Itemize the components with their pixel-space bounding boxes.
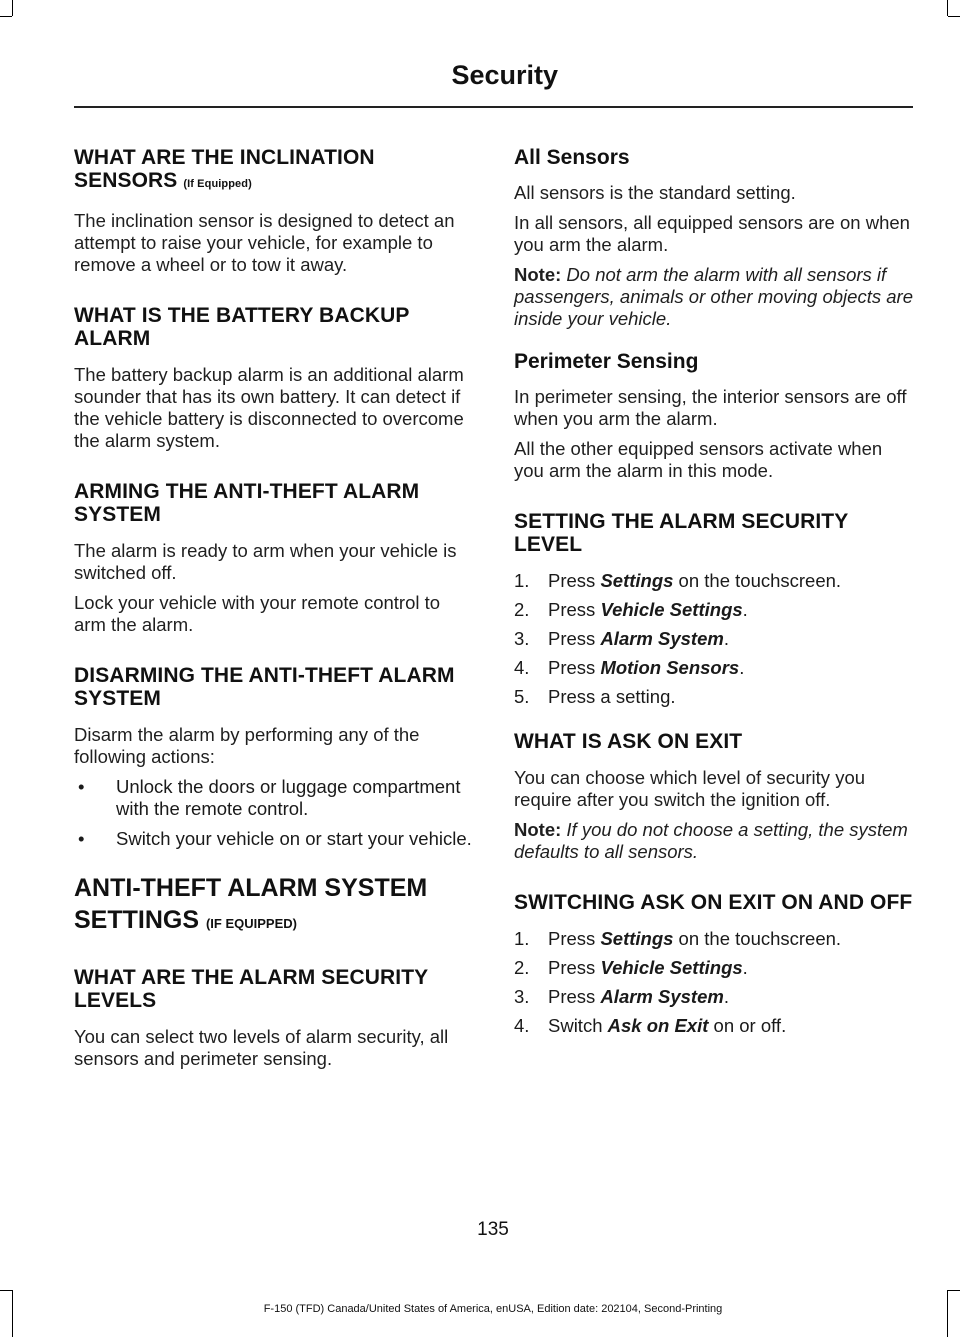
- step-item: [514, 957, 914, 979]
- heading-line: SETTINGS: [74, 906, 200, 934]
- step-emphasis: Alarm System: [600, 628, 724, 649]
- step-text: on or off.: [708, 1015, 787, 1036]
- step-text: on the touchscreen.: [673, 570, 842, 591]
- step-number: 3.: [514, 986, 530, 1007]
- crop-mark: [0, 16, 12, 17]
- step-text: Press a setting.: [548, 686, 676, 707]
- step-item: [514, 570, 914, 592]
- bullet-list: [74, 776, 474, 850]
- edition-footer: F-150 (TFD) Canada/United States of America, enUSA, Edition date: 202104, Second-Printing: [263, 1303, 723, 1315]
- step-item: [514, 1015, 914, 1037]
- heading-alarm-security-levels: WHAT ARE THE ALARM SECURITY LEVELS: [74, 966, 428, 1012]
- heading-ask-on-exit: WHAT IS ASK ON EXIT: [514, 730, 743, 753]
- paragraph: You can choose which level of security you require after you switch the ignition off.: [514, 767, 866, 810]
- header-rule: [74, 106, 913, 108]
- paragraph: In perimeter sensing, the interior sensors are off when you arm the alarm.: [514, 386, 907, 429]
- paragraph: In all sensors, all equipped sensors are on when you arm the alarm.: [514, 212, 910, 255]
- step-emphasis: Vehicle Settings: [600, 957, 743, 978]
- left-column: [74, 146, 474, 1078]
- step-number: 3.: [514, 628, 530, 649]
- step-number: 4.: [514, 657, 530, 678]
- bullet-symbol: •: [78, 828, 85, 849]
- step-number: 2.: [514, 599, 530, 620]
- paragraph: You can select two levels of alarm security, all sensors and perimeter sensing.: [74, 1026, 449, 1069]
- step-number: 1.: [514, 928, 530, 949]
- note-label: Note:: [514, 264, 562, 285]
- crop-mark: [947, 0, 948, 16]
- list-item: [74, 776, 474, 820]
- page-header-title: Security: [451, 60, 558, 90]
- note-text: Do not arm the alarm with all sensors if passengers, animals or other moving objects are inside your vehicle.: [514, 264, 913, 329]
- heading-switching-ask-on-exit: SWITCHING ASK ON EXIT ON AND OFF: [514, 891, 913, 914]
- step-text: Press: [548, 957, 601, 978]
- step-number: 4.: [514, 1015, 530, 1036]
- list-item: [74, 828, 474, 850]
- step-item: [514, 657, 914, 679]
- step-text: Press: [548, 599, 601, 620]
- if-equipped-label: (IF EQUIPPED): [205, 916, 297, 931]
- paragraph: Lock your vehicle with your remote control to arm the alarm.: [74, 592, 441, 635]
- step-emphasis: Settings: [600, 570, 674, 591]
- step-text: .: [723, 628, 729, 649]
- step-text: Press: [548, 570, 601, 591]
- paragraph: The inclination sensor is designed to detect an attempt to raise your vehicle, for example to remove a wheel or to tow it away.: [74, 210, 455, 275]
- paragraph: All the other equipped sensors activate when you arm the alarm in this mode.: [514, 438, 883, 481]
- crop-mark: [0, 1290, 12, 1291]
- step-item: [514, 628, 914, 650]
- crop-mark: [12, 0, 13, 16]
- paragraph: The alarm is ready to arm when your vehicle is switched off.: [74, 540, 457, 583]
- step-text: Press: [548, 628, 601, 649]
- step-text: Press: [548, 657, 601, 678]
- steps-list: [514, 570, 914, 708]
- list-item-text: Switch your vehicle on or start your vehicle.: [116, 828, 472, 849]
- step-number: 5.: [514, 686, 530, 707]
- heading-battery-backup-alarm: WHAT IS THE BATTERY BACKUP ALARM: [74, 304, 410, 350]
- step-text: .: [742, 957, 748, 978]
- right-column: [514, 146, 914, 1045]
- step-emphasis: Motion Sensors: [600, 657, 740, 678]
- step-item: [514, 599, 914, 621]
- step-text: Press: [548, 928, 601, 949]
- step-item: [514, 928, 914, 950]
- step-text: on the touchscreen.: [673, 928, 842, 949]
- note: [514, 819, 914, 863]
- step-text: .: [723, 986, 729, 1007]
- crop-mark: [948, 16, 960, 17]
- crop-mark: [948, 1290, 960, 1291]
- heading-line: ANTI-THEFT ALARM SYSTEM: [74, 874, 428, 902]
- page-number: 135: [477, 1219, 509, 1240]
- step-text: Switch: [548, 1015, 608, 1036]
- heading-arming-alarm: ARMING THE ANTI-THEFT ALARM SYSTEM: [74, 480, 420, 526]
- note: [514, 264, 914, 330]
- step-emphasis: Vehicle Settings: [600, 599, 743, 620]
- step-text: Press: [548, 986, 601, 1007]
- note-label: Note:: [514, 819, 562, 840]
- heading-setting-security-level: SETTING THE ALARM SECURITY LEVEL: [514, 510, 848, 556]
- steps-list: [514, 928, 914, 1037]
- step-number: 1.: [514, 570, 530, 591]
- if-equipped-label: (If Equipped): [183, 178, 252, 190]
- paragraph: All sensors is the standard setting.: [514, 182, 796, 203]
- step-text: .: [739, 657, 745, 678]
- step-text: .: [742, 599, 748, 620]
- step-emphasis: Ask on Exit: [607, 1015, 709, 1036]
- heading-perimeter-sensing: Perimeter Sensing: [514, 350, 699, 373]
- paragraph: Disarm the alarm by performing any of the following actions:: [74, 724, 420, 767]
- heading-alarm-settings: [74, 872, 474, 940]
- heading-text: WHAT ARE THE INCLINATION SENSORS: [74, 146, 375, 192]
- step-item: [514, 686, 914, 708]
- heading-disarming-alarm: DISARMING THE ANTI-THEFT ALARM SYSTEM: [74, 664, 455, 710]
- paragraph: The battery backup alarm is an additional alarm sounder that has its own battery. It can detect if the vehicle battery is disconnected to overcome the alarm system.: [74, 364, 464, 451]
- step-emphasis: Alarm System: [600, 986, 724, 1007]
- bullet-symbol: •: [78, 776, 85, 797]
- heading-inclination-sensors: [74, 146, 474, 196]
- step-emphasis: Settings: [600, 928, 674, 949]
- heading-all-sensors: All Sensors: [514, 146, 630, 169]
- note-text: If you do not choose a setting, the system defaults to all sensors.: [514, 819, 908, 862]
- step-item: [514, 986, 914, 1008]
- step-number: 2.: [514, 957, 530, 978]
- list-item-text: Unlock the doors or luggage compartment with the remote control.: [116, 776, 461, 819]
